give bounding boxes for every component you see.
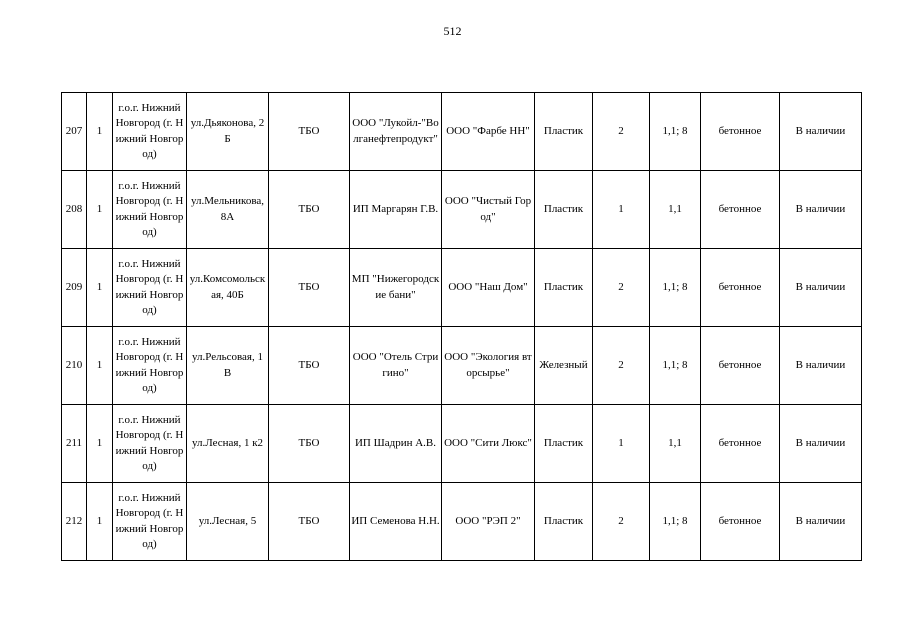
owner-cell: ИП Семенова Н.Н. <box>350 483 442 561</box>
row-flag-cell: 1 <box>87 405 113 483</box>
container-count-cell: 2 <box>593 483 650 561</box>
location-cell: г.о.г. Нижний Новгород (г. Нижний Новгород) <box>113 93 187 171</box>
row-flag-cell: 1 <box>87 171 113 249</box>
availability-cell: В наличии <box>780 93 862 171</box>
volume-cell: 1,1; 8 <box>650 93 701 171</box>
table-row <box>62 93 862 171</box>
owner-cell: ИП Маргарян Г.В. <box>350 171 442 249</box>
operator-cell: ООО "Наш Дом" <box>442 249 535 327</box>
location-cell: г.о.г. Нижний Новгород (г. Нижний Новгород) <box>113 327 187 405</box>
operator-cell: ООО "Чистый Город" <box>442 171 535 249</box>
availability-cell: В наличии <box>780 249 862 327</box>
address-cell: ул.Лесная, 1 к2 <box>187 405 269 483</box>
volume-cell: 1,1 <box>650 405 701 483</box>
volume-cell: 1,1; 8 <box>650 483 701 561</box>
row-number-cell: 209 <box>62 249 87 327</box>
operator-cell: ООО "Сити Люкс" <box>442 405 535 483</box>
operator-cell: ООО "Фарбе НН" <box>442 93 535 171</box>
owner-cell: ООО "Лукойл-"Волганефтепродукт" <box>350 93 442 171</box>
container-count-cell: 2 <box>593 327 650 405</box>
waste-type-cell: ТБО <box>269 249 350 327</box>
surface-cell: бетонное <box>701 405 780 483</box>
row-flag-cell: 1 <box>87 483 113 561</box>
address-cell: ул.Мельникова, 8А <box>187 171 269 249</box>
table-row <box>62 405 862 483</box>
operator-cell: ООО "Экология вторсырье" <box>442 327 535 405</box>
address-cell: ул.Лесная, 5 <box>187 483 269 561</box>
container-count-cell: 2 <box>593 249 650 327</box>
table-row <box>62 327 862 405</box>
volume-cell: 1,1; 8 <box>650 249 701 327</box>
waste-type-cell: ТБО <box>269 93 350 171</box>
availability-cell: В наличии <box>780 327 862 405</box>
surface-cell: бетонное <box>701 93 780 171</box>
container-count-cell: 1 <box>593 405 650 483</box>
address-cell: ул.Рельсовая, 1 В <box>187 327 269 405</box>
material-cell: Пластик <box>535 405 593 483</box>
owner-cell: ООО "Отель Стригино" <box>350 327 442 405</box>
row-flag-cell: 1 <box>87 327 113 405</box>
owner-cell: МП "Нижегородские бани" <box>350 249 442 327</box>
location-cell: г.о.г. Нижний Новгород (г. Нижний Новгород) <box>113 405 187 483</box>
material-cell: Пластик <box>535 483 593 561</box>
address-cell: ул.Дьяконова, 2Б <box>187 93 269 171</box>
waste-type-cell: ТБО <box>269 405 350 483</box>
waste-type-cell: ТБО <box>269 483 350 561</box>
volume-cell: 1,1 <box>650 171 701 249</box>
row-number-cell: 207 <box>62 93 87 171</box>
material-cell: Пластик <box>535 93 593 171</box>
row-number-cell: 208 <box>62 171 87 249</box>
material-cell: Пластик <box>535 171 593 249</box>
row-number-cell: 211 <box>62 405 87 483</box>
surface-cell: бетонное <box>701 327 780 405</box>
location-cell: г.о.г. Нижний Новгород (г. Нижний Новгород) <box>113 483 187 561</box>
waste-type-cell: ТБО <box>269 327 350 405</box>
row-flag-cell: 1 <box>87 249 113 327</box>
address-cell: ул.Комсомольская, 40Б <box>187 249 269 327</box>
waste-type-cell: ТБО <box>269 171 350 249</box>
surface-cell: бетонное <box>701 171 780 249</box>
table-row <box>62 483 862 561</box>
table-row <box>62 249 862 327</box>
table-row <box>62 171 862 249</box>
row-number-cell: 210 <box>62 327 87 405</box>
location-cell: г.о.г. Нижний Новгород (г. Нижний Новгород) <box>113 249 187 327</box>
registry-table-body <box>62 93 862 561</box>
row-number-cell: 212 <box>62 483 87 561</box>
page-number: 512 <box>443 24 462 38</box>
material-cell: Железный <box>535 327 593 405</box>
operator-cell: ООО "РЭП 2" <box>442 483 535 561</box>
availability-cell: В наличии <box>780 171 862 249</box>
row-flag-cell: 1 <box>87 93 113 171</box>
availability-cell: В наличии <box>780 483 862 561</box>
registry-table <box>61 92 862 561</box>
surface-cell: бетонное <box>701 249 780 327</box>
owner-cell: ИП Шадрин А.В. <box>350 405 442 483</box>
surface-cell: бетонное <box>701 483 780 561</box>
container-count-cell: 2 <box>593 93 650 171</box>
availability-cell: В наличии <box>780 405 862 483</box>
material-cell: Пластик <box>535 249 593 327</box>
container-count-cell: 1 <box>593 171 650 249</box>
location-cell: г.о.г. Нижний Новгород (г. Нижний Новгород) <box>113 171 187 249</box>
volume-cell: 1,1; 8 <box>650 327 701 405</box>
